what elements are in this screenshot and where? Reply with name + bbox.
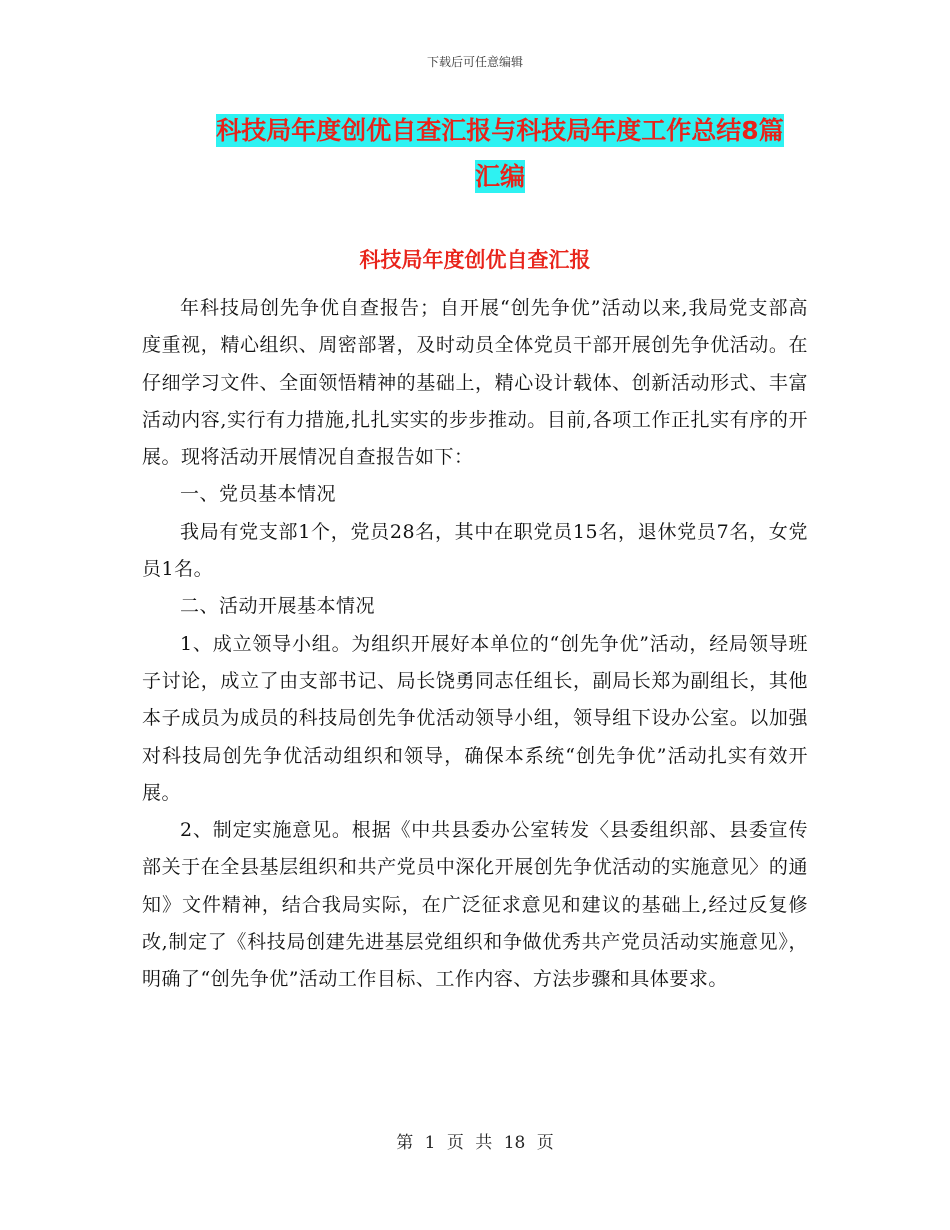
header-note: 下载后可任意编辑	[426, 55, 523, 69]
section-title: 科技局年度创优自查汇报	[359, 248, 591, 272]
document-title	[190, 108, 810, 200]
paragraph-intro: 年科技局创先争优自查报告；自开展“创先争优”活动以来,我局党支部高度重视，精心组织、周密部署，及时动员全体党员干部开展创先争优活动。在仔细学习文件、全面领悟精神的基础上，精心设计载体、创新活动形式、丰富活动内容,实行有力措施,扎扎实实的步步推动。目前,各项工作正扎实有序的开展。现将活动开展情况自查报告如下：	[142, 297, 808, 469]
heading-member-info: 一、党员基本情况	[180, 483, 337, 506]
paragraph-leading-group: 1、成立领导小组。为组织开展好本单位的“创先争优”活动，经局领导班子讨论，成立了由支部书记、局长饶勇同志任组长，副局长郑为副组长，其他本子成员为成员的科技局创先争优活动领导小组，领导组下设办公室。以加强对科技局创先争优活动组织和领导，确保本系统“创先争优”活动扎实有效开展。	[142, 632, 808, 804]
paragraph-member-info: 我局有党支部1个，党员28名，其中在职党员15名，退休党员7名，女党员1名。	[142, 520, 808, 581]
paragraph-implementation: 2、制定实施意见。根据《中共县委办公室转发〈县委组织部、县委宣传部关于在全县基层组织和共产党员中深化开展创先争优活动的实施意见〉的通知》文件精神，结合我局实际，在广泛征求意见和建议的基础上,经过反复修改,制定了《科技局创建先进基层党组织和争做优秀共产党员活动实施意见》，明确了“创先争优”活动工作目标、工作内容、方法步骤和具体要求。	[142, 819, 808, 991]
document-title-line2: 汇编	[474, 162, 525, 191]
body-text	[142, 290, 808, 999]
document-title-line1: 科技局年度创优自查汇报与科技局年度工作总结8篇	[216, 116, 784, 145]
heading-activity-info: 二、活动开展基本情况	[180, 595, 376, 618]
page-footer: 第 1 页 共 18 页	[396, 1133, 554, 1153]
